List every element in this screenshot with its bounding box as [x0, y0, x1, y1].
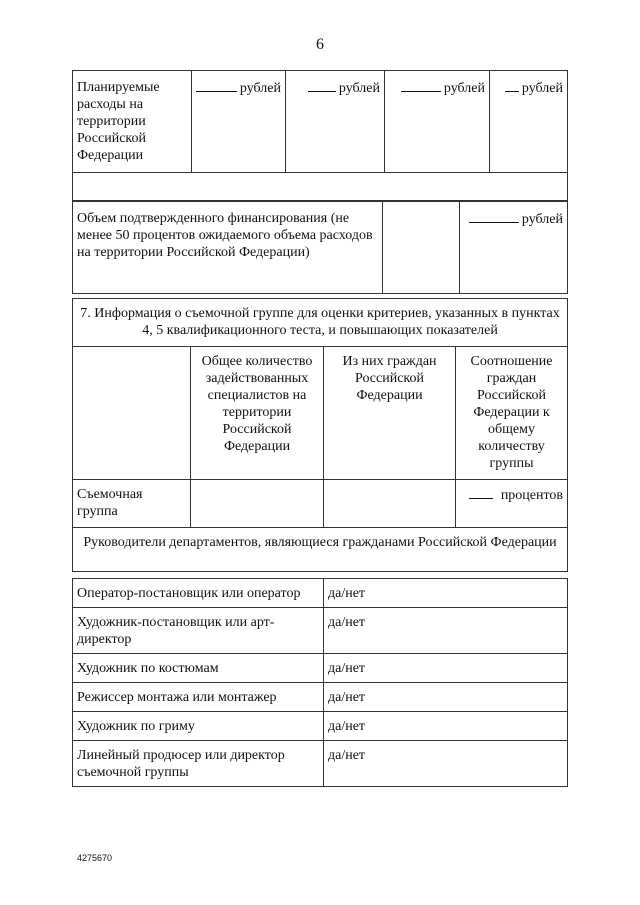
- rubles-text: рублей: [443, 81, 485, 96]
- planned-expenses-row: [73, 71, 568, 173]
- role-row: [73, 683, 568, 712]
- role-name: Режиссер монтажа или монтажер: [73, 683, 324, 712]
- rubles-cell: [460, 202, 568, 294]
- role-name: Художник-постановщик или арт-директор: [73, 608, 324, 654]
- role-name: Художник по гриму: [73, 712, 324, 741]
- role-value: да/нет: [324, 712, 568, 741]
- header-russian-citizens: Из них граждан Российской Федерации: [324, 347, 456, 480]
- role-name: Оператор-постановщик или оператор: [73, 579, 324, 608]
- crew-table: [72, 298, 568, 572]
- department-heads-table: [72, 578, 568, 787]
- role-value: да/нет: [324, 654, 568, 683]
- blank-row: [73, 173, 568, 201]
- role-name: Художник по костюмам: [73, 654, 324, 683]
- rubles-cell: [490, 71, 568, 173]
- section-title-row: [73, 299, 568, 347]
- role-row: [73, 608, 568, 654]
- empty-header-cell: [73, 347, 191, 480]
- empty-cell: [191, 480, 324, 528]
- crew-label: Съемочная группа: [73, 480, 191, 528]
- rubles-text: рублей: [521, 212, 563, 227]
- role-value: да/нет: [324, 579, 568, 608]
- page-number: 6: [316, 36, 324, 53]
- role-row: [73, 712, 568, 741]
- role-value: да/нет: [324, 683, 568, 712]
- role-row: [73, 654, 568, 683]
- role-row: [73, 741, 568, 787]
- rubles-text: рублей: [338, 81, 380, 96]
- percent-text: процентов: [500, 488, 564, 503]
- rubles-cell: [192, 71, 286, 173]
- rubles-cell: [385, 71, 490, 173]
- confirmed-financing-table: [72, 201, 568, 294]
- document-id: 4275670: [77, 853, 113, 863]
- department-heads-title: Руководители департаментов, являющиеся гражданами Российской Федерации: [73, 528, 568, 572]
- role-name: Линейный продюсер или директор съемочной группы: [73, 741, 324, 787]
- crew-row: [73, 480, 568, 528]
- role-value: да/нет: [324, 741, 568, 787]
- blank-cell: [73, 173, 568, 201]
- header-row: [73, 347, 568, 480]
- role-value: да/нет: [324, 608, 568, 654]
- percent-cell: [456, 480, 568, 528]
- rubles-text: рублей: [239, 81, 281, 96]
- empty-cell: [383, 202, 460, 294]
- role-row: [73, 579, 568, 608]
- financing-table: [72, 70, 568, 201]
- planned-expenses-label: Планируемые расходы на территории Российской Федерации: [73, 71, 192, 173]
- header-ratio: Соотношение граждан Российской Федерации к общему количеству группы: [456, 347, 568, 480]
- header-total-specialists: Общее количество задействованных специалистов на территории Российской Федерации: [191, 347, 324, 480]
- department-heads-row: [73, 528, 568, 572]
- confirmed-financing-label: Объем подтвержденного финансирования (не менее 50 процентов ожидаемого объема расходов на территории Российской Федерации): [73, 202, 383, 294]
- empty-cell: [324, 480, 456, 528]
- confirmed-financing-row: [73, 202, 568, 294]
- rubles-text: рублей: [521, 81, 563, 96]
- rubles-cell: [286, 71, 385, 173]
- section-title: 7. Информация о съемочной группе для оценки критериев, указанных в пунктах 4, 5 квалификационного теста, и повышающих показателей: [73, 299, 568, 347]
